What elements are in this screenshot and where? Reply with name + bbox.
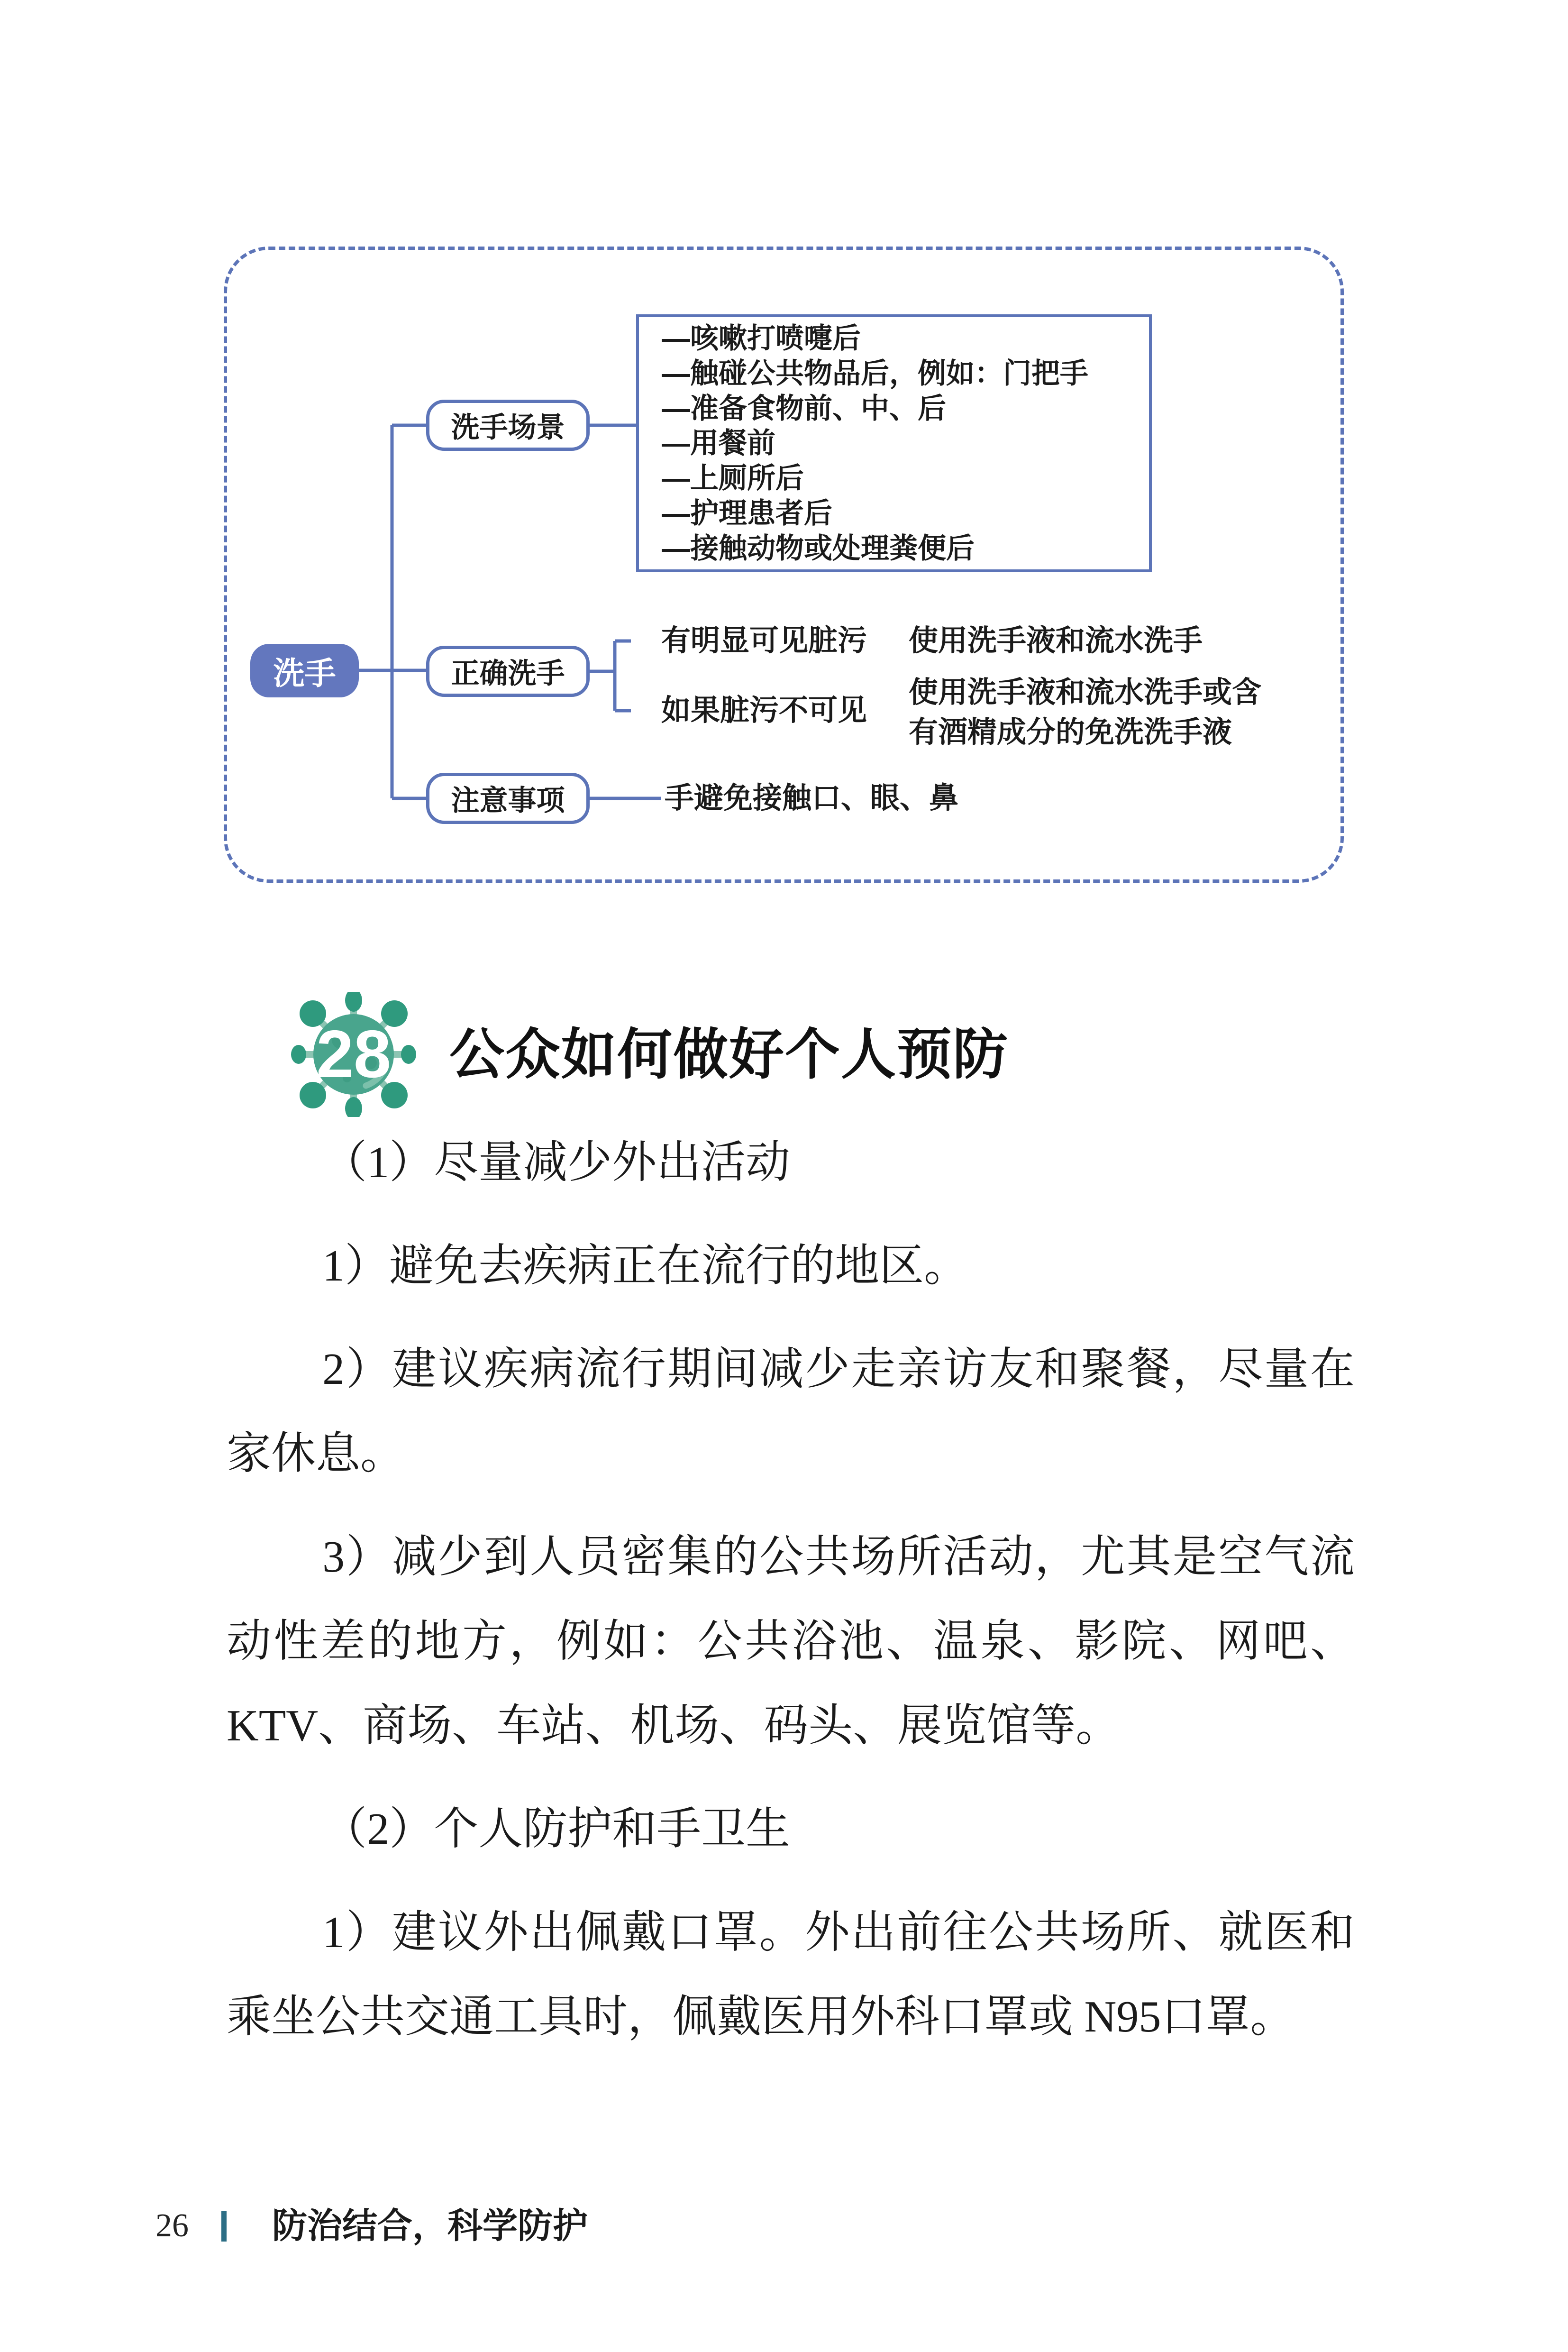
footer-book-title: 防治结合，科学防护	[272, 2206, 588, 2245]
scenario-item: —用餐前	[662, 427, 775, 459]
paragraph: （2）个人防护和手卫生	[322, 1804, 791, 1854]
flowchart-branch-scenarios: 洗手场景	[426, 400, 590, 451]
scenario-item: —接触动物或处理粪便后	[662, 532, 975, 564]
paragraph: 1）建议外出佩戴口罩。外出前往公共场所、就医和乘坐公共交通工具时，佩戴医用外科口罩或 N95口罩。	[227, 1908, 1355, 2041]
wash-condition-visible-dirt: 有明显可见脏污	[661, 624, 867, 657]
footer-divider-bar	[221, 2211, 227, 2242]
flowchart-branch-precautions: 注意事项	[426, 773, 590, 824]
wash-action-line: 有酒精成分的免洗洗手液	[909, 716, 1232, 749]
scenario-item: —触碰公共物品后，例如：门把手	[662, 357, 1088, 390]
paragraph: （1）尽量减少外出活动	[322, 1138, 791, 1187]
paragraph: 3）减少到人员密集的公共场所活动，尤其是空气流动性差的地方，例如：公共浴池、温泉、影院、网吧、KTV、商场、车站、机场、码头、展览馆等。	[227, 1532, 1355, 1750]
handwash-flowchart	[224, 247, 1344, 883]
paragraph: 1）避免去疾病正在流行的地区。	[322, 1241, 969, 1290]
paragraph: 2）建议疾病流行期间减少走亲访友和聚餐，尽量在家休息。	[227, 1345, 1355, 1478]
precaution-note: 手避免接触口、眼、鼻	[665, 782, 959, 815]
section-heading	[0, 992, 1568, 1117]
body-text	[227, 1120, 1355, 2078]
scenario-item: —准备食物前、中、后	[662, 392, 946, 424]
virus-icon	[291, 992, 416, 1117]
wash-action-line: 使用洗手液和流水洗手或含	[909, 676, 1262, 709]
wash-action-invisible-dirt	[909, 673, 1261, 752]
section-number: 28	[316, 1016, 391, 1092]
footer-page-number: 26	[155, 2207, 189, 2244]
scenario-list-box	[636, 314, 1152, 572]
flowchart-branch-correct-wash: 正确洗手	[426, 646, 590, 697]
scenario-item: —咳嗽打喷嚏后	[662, 322, 861, 355]
page-footer	[0, 2200, 1568, 2252]
scenario-item: —护理患者后	[662, 497, 832, 529]
flowchart-root-node: 洗手	[250, 644, 359, 697]
wash-action-visible-dirt: 使用洗手液和流水洗手	[909, 624, 1203, 657]
scenario-item: —上厕所后	[662, 462, 804, 494]
section-title: 公众如何做好个人预防	[449, 1024, 1009, 1085]
wash-condition-invisible-dirt: 如果脏污不可见	[661, 694, 867, 727]
